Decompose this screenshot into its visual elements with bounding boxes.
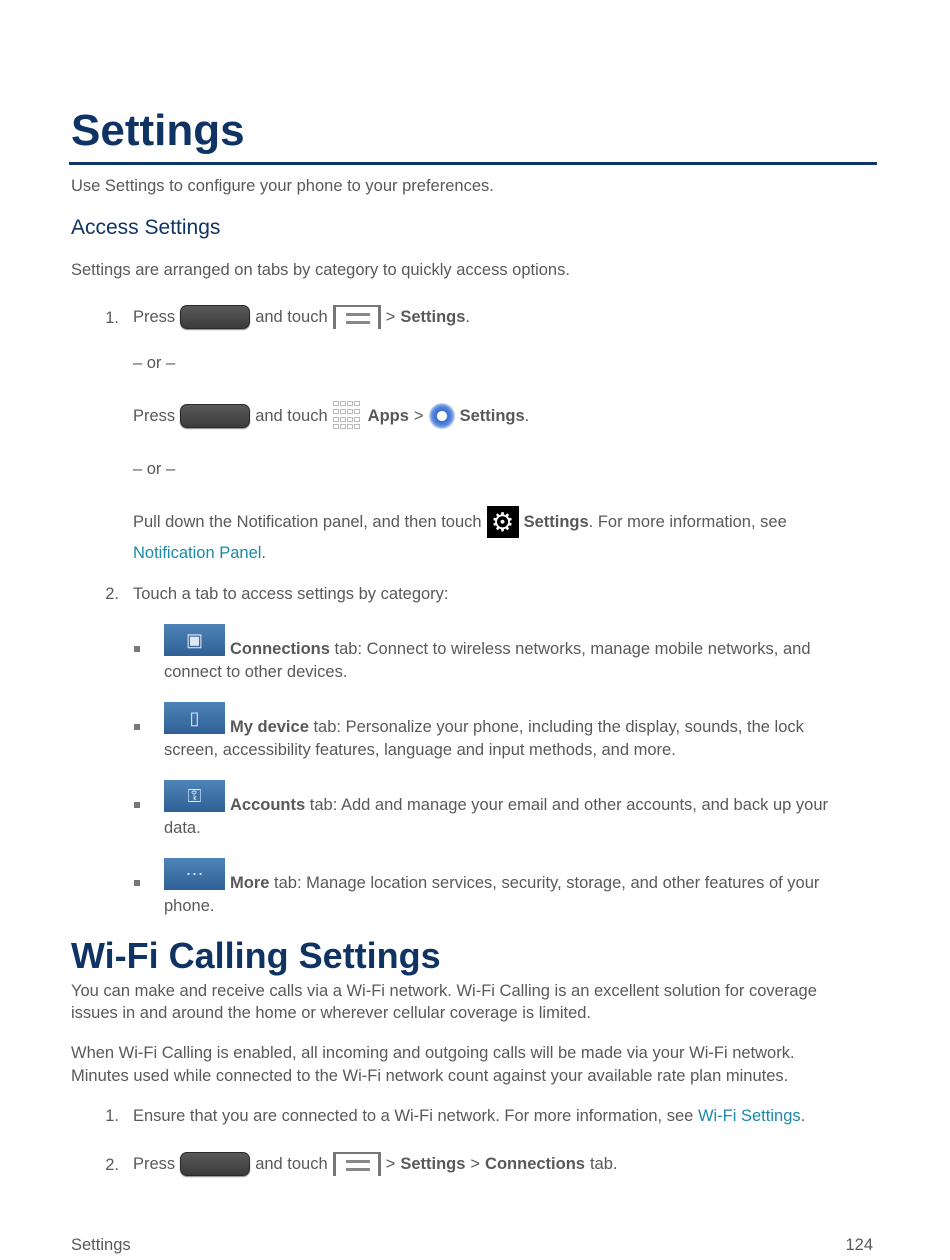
accounts-icon: ⚿: [164, 780, 225, 812]
tab-name: Connections: [230, 640, 330, 658]
menu-key-icon: [333, 1152, 381, 1176]
and-touch-text: and touch: [255, 1154, 328, 1173]
alt-2-text-after: . For more information, see: [588, 512, 787, 531]
bullet: [134, 802, 140, 808]
wifi-step-2: [133, 1147, 618, 1181]
home-key-icon: [180, 1152, 250, 1176]
access-settings-heading: Access Settings: [71, 216, 221, 239]
page-number: 124: [845, 1236, 873, 1254]
settings-label: Settings: [400, 307, 466, 326]
wifi-calling-heading: Wi-Fi Calling Settings: [71, 935, 441, 976]
or-separator-2: – or –: [133, 460, 176, 478]
list-item: [230, 638, 811, 660]
connections-label: Connections: [485, 1154, 585, 1173]
wifi-step-1-text: Ensure that you are connected to a Wi-Fi network. For more information, see: [133, 1107, 694, 1125]
connections-icon: ▣: [164, 624, 225, 656]
period: .: [524, 406, 530, 425]
tab-desc-cont: connect to other devices.: [164, 663, 348, 681]
title-rule: [69, 162, 877, 165]
home-key-icon: [180, 404, 250, 428]
more-icon: ⋯: [164, 858, 225, 890]
wifi-para-1-line-2: issues in and around the home or wherever cellular coverage is limited.: [71, 1004, 592, 1022]
press-text: Press: [133, 406, 176, 425]
settings-label: Settings: [400, 1154, 466, 1173]
apps-label: Apps: [367, 406, 409, 425]
step-number: 2.: [105, 585, 119, 603]
settings-label: Settings: [459, 406, 525, 425]
wifi-settings-link[interactable]: Wi-Fi Settings: [697, 1107, 801, 1125]
footer-section: Settings: [71, 1236, 131, 1254]
tab-name: More: [230, 874, 270, 892]
settings-app-icon: [429, 403, 455, 429]
separator: >: [470, 1154, 481, 1173]
alt-1-line: [133, 398, 529, 434]
step-number: 1.: [105, 309, 119, 327]
notification-panel-link[interactable]: Notification Panel: [133, 544, 262, 562]
bullet: [134, 646, 140, 652]
list-item: [230, 716, 804, 738]
notification-link-line: [133, 542, 266, 564]
settings-label: Settings: [523, 512, 589, 531]
and-touch-text: and touch: [255, 406, 328, 425]
access-text: Settings are arranged on tabs by category to quickly access options.: [71, 261, 570, 279]
step-1-line: [133, 300, 470, 334]
wifi-para-1-line-1: You can make and receive calls via a Wi-Fi network. Wi-Fi Calling is an excellent solution for coverage: [71, 982, 817, 1000]
tab-desc-cont: data.: [164, 819, 201, 837]
step-number: 1.: [105, 1107, 119, 1125]
period: .: [800, 1107, 806, 1125]
apps-grid-icon: [333, 401, 363, 431]
tab-name: My device: [230, 718, 309, 736]
press-text: Press: [133, 1154, 176, 1173]
wifi-para-2-line-2: Minutes used while connected to the Wi-Fi network count against your available rate plan minutes.: [71, 1067, 789, 1085]
home-key-icon: [180, 305, 250, 329]
tab-desc: tab: Manage location services, security, storage, and other features of your: [269, 874, 820, 892]
step-number: 2.: [105, 1156, 119, 1174]
tab-word: tab.: [589, 1154, 618, 1173]
bullet: [134, 724, 140, 730]
and-touch-text: and touch: [255, 307, 328, 326]
tab-desc: tab: Personalize your phone, including the display, sounds, the lock: [308, 718, 804, 736]
list-item: [230, 872, 819, 894]
tab-desc-cont: screen, accessibility features, language and input methods, and more.: [164, 741, 676, 759]
tab-desc: tab: Add and manage your email and other accounts, and back up your: [305, 796, 829, 814]
press-text: Press: [133, 307, 176, 326]
or-separator: – or –: [133, 354, 176, 372]
bullet: [134, 880, 140, 886]
menu-key-icon: [333, 305, 381, 329]
separator: >: [385, 307, 396, 326]
tab-desc: tab: Connect to wireless networks, manage mobile networks, and: [329, 640, 811, 658]
separator: >: [385, 1154, 396, 1173]
wifi-step-1: [133, 1105, 805, 1127]
tab-desc-cont: phone.: [164, 897, 215, 915]
list-item: [230, 794, 828, 816]
page-title: Settings: [71, 106, 245, 155]
intro-text: Use Settings to configure your phone to your preferences.: [71, 177, 494, 195]
my-device-icon: ▯: [164, 702, 225, 734]
alt-2-line: [133, 504, 787, 540]
wifi-para-2-line-1: When Wi-Fi Calling is enabled, all incoming and outgoing calls will be made via your Wi-Fi network.: [71, 1044, 795, 1062]
step-2-text: Touch a tab to access settings by category:: [133, 585, 449, 603]
gear-icon: ⚙: [487, 506, 519, 538]
separator: >: [413, 406, 424, 425]
alt-2-text: Pull down the Notification panel, and then touch: [133, 512, 482, 531]
period: .: [261, 544, 267, 562]
period: .: [465, 307, 470, 326]
tab-name: Accounts: [230, 796, 306, 814]
